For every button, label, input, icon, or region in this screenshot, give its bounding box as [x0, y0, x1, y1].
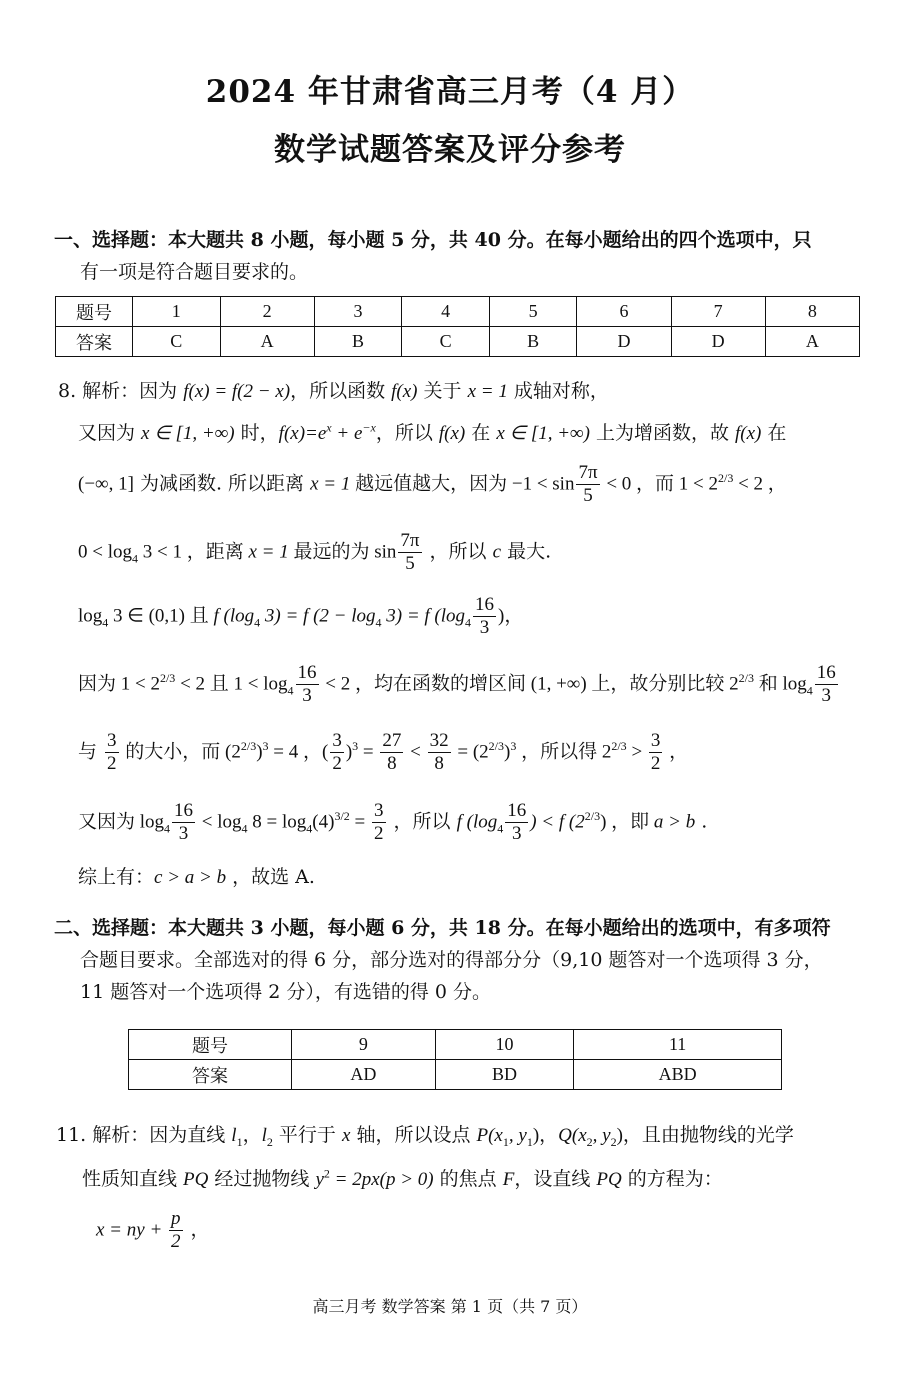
table-cell: A: [765, 327, 859, 357]
table-cell: D: [577, 327, 671, 357]
q8-line4: $0 < \log_4 3 < 1$ ，距离 x = 1 最远的为 sin $\frac{7\pi}{5}$ ，所以 c 最大.: [78, 530, 552, 574]
table-cell: 2: [220, 297, 314, 327]
q8-line2: 又因为 x ∈ [1, +∞) 时，$f(x)=e^x + e^{-x}$，所以 f(x) 在 x ∈ [1, +∞) 上为增函数，故 f(x) 在: [78, 420, 787, 444]
table-cell: 11: [574, 1030, 782, 1060]
fraction: $\frac{3}{2}$: [374, 800, 384, 844]
table-cell: 题号: [56, 297, 133, 327]
table-cell: D: [671, 327, 765, 357]
table-cell: 1: [133, 297, 221, 327]
q8-line7: 与 $\frac{3}{2}$ 的大小，而 $(2^{2/3})^3 = 4$ ，( $\frac{3}{2}$ )$^3$ = $\frac{27}{8}$ < $\frac{32}{8}$ = $(2^{2/3})^3$ ，所以得 $2^{2/3}$ > $\frac{3}{2}$ ，: [78, 730, 689, 774]
fraction: $\frac{p}{2}$: [171, 1208, 181, 1252]
fraction: $\frac{3}{2}$: [650, 730, 661, 774]
table-cell: 9: [292, 1030, 436, 1060]
fraction: $\frac{32}{8}$: [429, 730, 449, 774]
table-cell: C: [402, 327, 490, 357]
page-title-line2: 数学试题答案及评分参考: [274, 132, 626, 168]
q8-line8: 又因为 $\log_4$ $\frac{16}{3}$ < $\log_4 8 = \log_4(4)^{3/2}$ = $\frac{3}{2}$ ，所以 f ($\log_4$ $\frac{16}{3}$ ) < f $(2^{2/3})$ ，即 a > b .: [78, 800, 708, 844]
table-cell: AD: [292, 1060, 436, 1090]
q8-line9: 综上有：c > a > b ，故选 A.: [78, 866, 315, 888]
fraction: $\frac{7\pi}{5}$: [578, 462, 598, 506]
fraction: $\frac{16}{3}$: [816, 662, 836, 706]
table-cell: 答案: [56, 327, 133, 357]
section2-answer-table: [128, 1029, 782, 1090]
table-cell: BD: [435, 1060, 574, 1090]
table-cell: 7: [671, 297, 765, 327]
table-row: [129, 1030, 782, 1060]
table-cell: 答案: [129, 1060, 292, 1090]
table-cell: 5: [489, 297, 577, 327]
fraction: $\frac{16}{3}$: [297, 662, 317, 706]
q8-line1: 8. 解析：因为 f(x) = f(2 − x)，所以函数 f(x) 关于 x = 1 成轴对称，: [58, 380, 609, 402]
table-cell: 题号: [129, 1030, 292, 1060]
fraction: $\frac{3}{2}$: [107, 730, 117, 774]
q8-line5: $\log_4 3$ ∈ (0,1) 且 f ($\log_4$ 3) = f $(2 - \log_4 3) = f$ ($\log_4$ $\frac{16}{3}$ )，: [78, 594, 524, 638]
fraction: $\frac{16}{3}$: [174, 800, 194, 844]
table-cell: A: [220, 327, 314, 357]
q8-line6: 因为 $1 < 2^{2/3} < 2$ 且 $1 < \log_4$ $\frac{16}{3}$ < 2 ，均在函数的增区间 (1, +∞) 上，故分别比较 $2^{2/3}$ 和 $\log_4$ $\frac{16}{3}$: [78, 662, 836, 706]
q11-line3: x = ny + $\frac{p}{2}$ ，: [96, 1208, 210, 1252]
page-footer: 高三月考 数学答案 第 1 页（共 7 页）: [312, 1297, 588, 1316]
table-cell: 3: [314, 297, 402, 327]
table-cell: B: [314, 327, 402, 357]
page-title-line1: 2024 年甘肃省高三月考（4 月）: [205, 74, 695, 110]
section2-heading: 二、选择题：本大题共 3 小题，每小题 6 分，共 18 分。在每小题给出的选项中，有多项符 合题目要求。全部选对的得 6 分，部分选对的得部分分（9,10 题答对一个选项得 3 分， 11 题答对一个选项得 2 分），有选错的得 0 分。: [54, 917, 831, 1003]
fraction: $\frac{16}{3}$: [507, 800, 527, 844]
table-cell: B: [489, 327, 577, 357]
fraction: $\frac{3}{2}$: [332, 730, 342, 774]
table-row: [129, 1060, 782, 1090]
table-cell: 4: [402, 297, 490, 327]
table-cell: ABD: [574, 1060, 782, 1090]
table-cell: 8: [765, 297, 859, 327]
table-cell: C: [133, 327, 221, 357]
table-cell: 6: [577, 297, 671, 327]
fraction: $\frac{27}{8}$: [382, 730, 402, 774]
q11-line2: 性质知直线 PQ 经过抛物线 $y^2 = 2px(p > 0)$ 的焦点 F，设直线 PQ 的方程为：: [82, 1166, 723, 1190]
table-row: [56, 297, 860, 327]
table-row: [56, 327, 860, 357]
q8-line3: (−∞, 1] 为减函数. 所以距离 x = 1 越远值越大，因为 −1 < sin $\frac{7\pi}{5}$ < 0 ，而 $1 < 2^{2/3} < 2$ ，: [78, 462, 787, 506]
fraction: $\frac{7\pi}{5}$: [400, 530, 420, 574]
section1-answer-table: [55, 296, 860, 357]
fraction: $\frac{16}{3}$: [475, 594, 495, 638]
table-cell: 10: [435, 1030, 574, 1060]
section1-heading: 一、选择题：本大题共 8 小题，每小题 5 分，共 40 分。在每小题给出的四个选项中，只 有一项是符合题目要求的。: [54, 229, 812, 283]
q11-line1: 11. 解析：因为直线 $l_1$，$l_2$ 平行于 x 轴，所以设点 $P(x_1$, $y_1$)，$Q(x_2$, $y_2$)，且由抛物线的光学: [56, 1124, 794, 1149]
